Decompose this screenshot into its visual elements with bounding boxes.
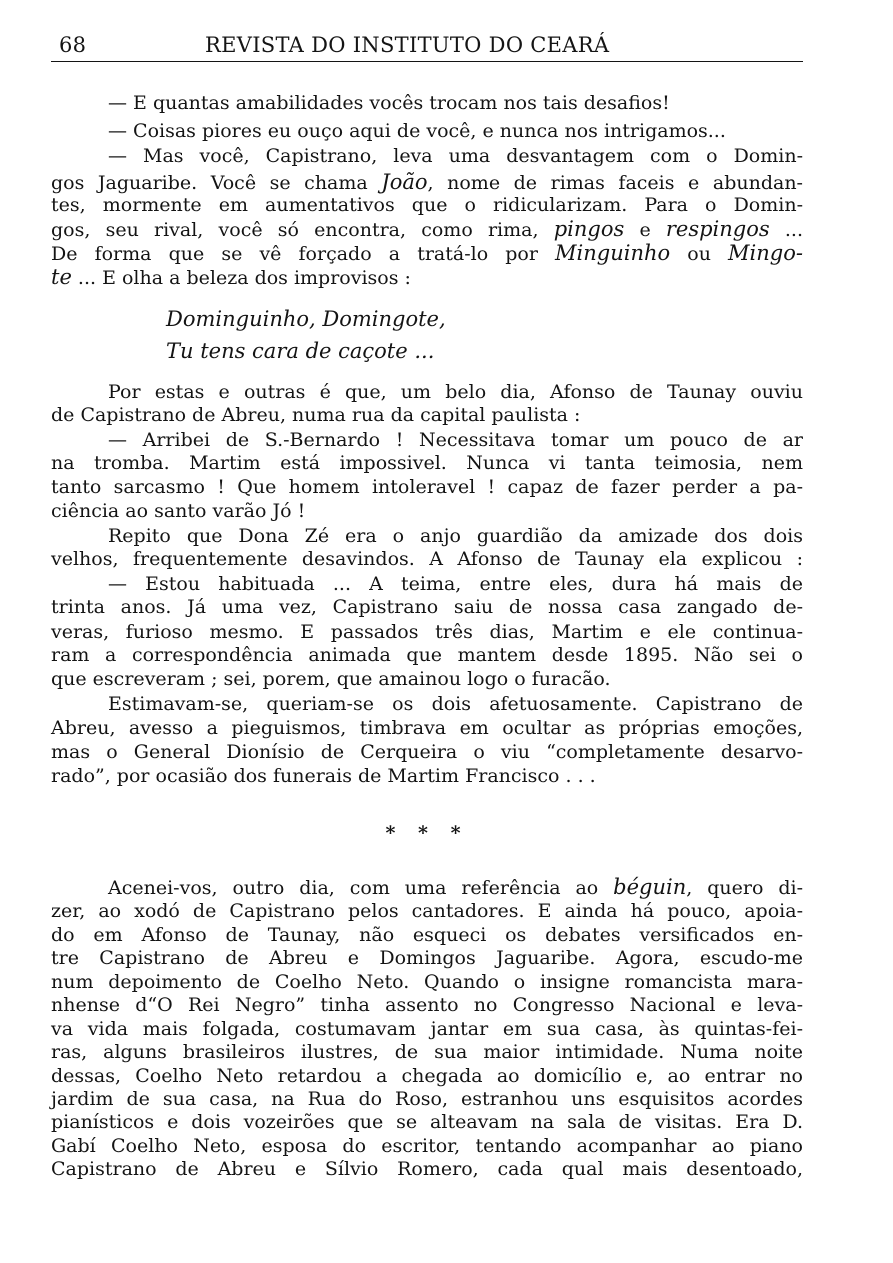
page-number: 68	[59, 33, 87, 57]
text-line: veras, furioso mesmo. E passados três dias, Martim e ele continua-	[51, 621, 803, 643]
text-line: dessas, Coelho Neto retardou a chegada ao domicílio e, ao entrar no	[51, 1065, 803, 1087]
text-line: ras, alguns brasileiros ilustres, de sua maior intimidade. Numa noite	[51, 1041, 803, 1063]
verse-line: Tu tens cara de caçote ...	[166, 339, 435, 363]
text-line: — E quantas amabilidades vocês trocam nos tais desafios!	[108, 92, 670, 114]
section-separator: * * *	[385, 822, 469, 844]
text-line: nhense d“O Rei Negro” tinha assento no Congresso Nacional e leva-	[51, 994, 803, 1016]
text-line: Repito que Dona Zé era o anjo guardião da amizade dos dois	[108, 525, 803, 547]
text-line: Por estas e outras é que, um belo dia, Afonso de Taunay ouviu	[108, 381, 803, 403]
text-line: tanto sarcasmo ! Que homem intoleravel ! capaz de fazer perder a pa-	[51, 476, 803, 498]
text-line: rado”, por ocasião dos funerais de Martim Francisco . . .	[51, 765, 596, 787]
text-line: — Estou habituada ... A teima, entre eles, dura há mais de	[108, 573, 803, 595]
text-line: pianísticos e dois vozeirões que se alteavam na sala de visitas. Era D.	[51, 1111, 803, 1133]
text-line: tre Capistrano de Abreu e Domingos Jaguaribe. Agora, escudo-me	[51, 947, 803, 969]
text-line: — Coisas piores eu ouço aqui de você, e nunca nos intrigamos...	[108, 120, 726, 142]
text-line: jardim de sua casa, na Rua do Roso, estranhou uns esquisitos acordes	[51, 1088, 803, 1110]
text-line: na tromba. Martim está impossivel. Nunca vi tanta teimosia, nem	[51, 452, 803, 474]
text-line: ram a correspondência animada que mantem desde 1895. Não sei o	[51, 644, 803, 666]
text-line: Gabí Coelho Neto, esposa do escritor, tentando acompanhar ao piano	[51, 1135, 803, 1157]
text-line: Abreu, avesso a pieguismos, timbrava em ocultar as próprias emoções,	[51, 717, 803, 739]
text-line: velhos, frequentemente desavindos. A Afonso de Taunay ela explicou :	[51, 548, 803, 570]
text-line: zer, ao xodó de Capistrano pelos cantadores. E ainda há pouco, apoia-	[51, 900, 803, 922]
text-line: gos, seu rival, você só encontra, como rima, pingos e respingos ...	[51, 217, 803, 241]
text-line: te ... E olha a beleza dos improvisos :	[51, 265, 411, 289]
text-line: mas o General Dionísio de Cerqueira o viu “completamente desarvo-	[51, 741, 803, 763]
text-line: do em Afonso de Taunay, não esqueci os debates versificados en-	[51, 924, 803, 946]
text-line: — Arribei de S.-Bernardo ! Necessitava tomar um pouco de ar	[108, 429, 803, 451]
text-line: Acenei-vos, outro dia, com uma referência ao béguin, quero di-	[108, 875, 803, 899]
text-line: de Capistrano de Abreu, numa rua da capital paulista :	[51, 404, 581, 426]
running-title: REVISTA DO INSTITUTO DO CEARÁ	[205, 33, 610, 57]
text-line: — Mas você, Capistrano, leva uma desvantagem com o Domin-	[108, 145, 803, 167]
text-line: ciência ao santo varão Jó !	[51, 500, 306, 522]
text-line: Capistrano de Abreu e Sílvio Romero, cada qual mais desentoado,	[51, 1158, 803, 1180]
text-line: que escreveram ; sei, porem, que amainou logo o furacão.	[51, 668, 611, 690]
text-line: Estimavam-se, queriam-se os dois afetuosamente. Capistrano de	[108, 693, 803, 715]
text-line: tes, mormente em aumentativos que o ridicularizam. Para o Domin-	[51, 194, 803, 216]
text-line: De forma que se vê forçado a tratá-lo por Minguinho ou Mingo-	[51, 241, 803, 265]
text-line: trinta anos. Já uma vez, Capistrano saiu de nossa casa zangado de-	[51, 596, 803, 618]
running-header	[51, 32, 803, 62]
text-line: va vida mais folgada, costumavam jantar em sua casa, às quintas-fei-	[51, 1018, 803, 1040]
text-line: num depoimento de Coelho Neto. Quando o insigne romancista mara-	[51, 971, 803, 993]
text-line: gos Jaguaribe. Você se chama João, nome de rimas faceis e abundan-	[51, 170, 803, 194]
verse-line: Dominguinho, Domingote,	[166, 307, 446, 331]
